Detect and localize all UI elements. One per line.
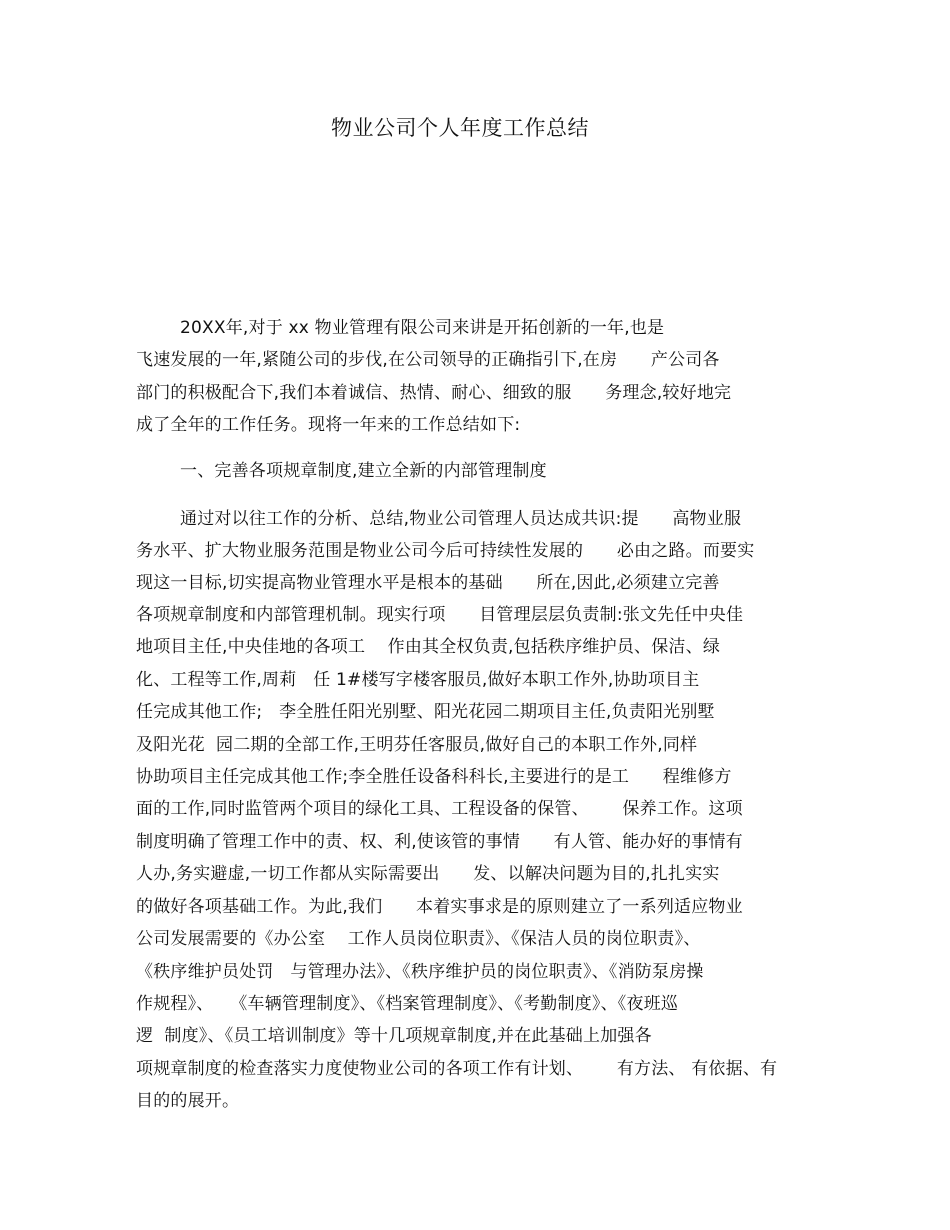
paragraph-line: 通过对以往工作的分析、总结,物业公司管理人员达成共识:提 高物业服 <box>180 509 742 529</box>
paragraph-line: 飞速发展的一年,紧随公司的步伐,在公司领导的正确指引下,在房 产公司各 <box>136 350 720 370</box>
paragraph-line: 《秩序维护员处罚 与管理办法》、《秩序维护员的岗位职责》、《消防泵房操 <box>136 962 704 982</box>
paragraph-line: 目的的展开。 <box>136 1091 240 1111</box>
paragraph-line: 化、工程等工作,周莉 任 1#楼写字楼客服员,做好本职工作外,协助项目主 <box>136 670 700 690</box>
section-heading: 一、完善各项规章制度,建立全新的内部管理制度 <box>180 461 547 481</box>
paragraph-line: 地项目主任,中央佳地的各项工 作由其全权负责,包括秩序维护员、保洁、绿 <box>136 637 721 657</box>
paragraph-line: 面的工作,同时监管两个项目的绿化工具、工程设备的保管、 保养工作。这项 <box>136 799 743 819</box>
paragraph-line: 制度明确了管理工作中的责、权、利,使该管的事情 有人管、能办好的事情有 <box>136 832 743 852</box>
paragraph-line: 现这一目标,切实提高物业管理水平是根本的基础 所在,因此,必须建立完善 <box>136 573 720 593</box>
paragraph-line: 的做好各项基础工作。为此,我们 本着实事求是的原则建立了一系列适应物业 <box>136 897 743 917</box>
paragraph-line: 公司发展需要的《办公室 工作人员岗位职责》、《保洁人员的岗位职责》、 <box>136 929 701 949</box>
paragraph-line: 20XX年,对于 xx 物业管理有限公司来讲是开拓创新的一年,也是 <box>180 318 665 338</box>
paragraph-line: 各项规章制度和内部管理机制。现实行项 目管理层层负责制:张文先任中央佳 <box>136 605 744 625</box>
paragraph-line: 人办,务实避虚,一切工作都从实际需要出 发、以解决问题为目的,扎扎实实 <box>136 864 720 884</box>
paragraph-line: 作规程》、 《车辆管理制度》、《档案管理制度》、《考勤制度》、《夜班巡 <box>136 994 679 1014</box>
paragraph-line: 及阳光花 园二期的全部工作,王明芬任客服员,做好自己的本职工作外,同样 <box>136 735 698 755</box>
paragraph-line: 务水平、扩大物业服务范围是物业公司今后可持续性发展的 必由之路。而要实 <box>136 541 755 561</box>
paragraph-line: 部门的积极配合下,我们本着诚信、热情、耐心、细致的服 务理念,较好地完 <box>136 383 732 403</box>
paragraph-line: 成了全年的工作任务。现将一年来的工作总结如下: <box>136 415 521 435</box>
paragraph-line: 项规章制度的检查落实力度使物业公司的各项工作有计划、 有方法、 有依据、有 <box>136 1059 778 1079</box>
document-title: 物业公司个人年度工作总结 <box>331 116 589 140</box>
paragraph-line: 任完成其他工作; 李全胜任阳光别墅、阳光花园二期项目主任,负责阳光别墅 <box>136 702 715 722</box>
paragraph-line: 逻 制度》、《员工培训制度》等十几项规章制度,并在此基础上加强各 <box>136 1026 652 1046</box>
paragraph-line: 协助项目主任完成其他工作;李全胜任设备科科长,主要进行的是工 程维修方 <box>136 767 732 787</box>
